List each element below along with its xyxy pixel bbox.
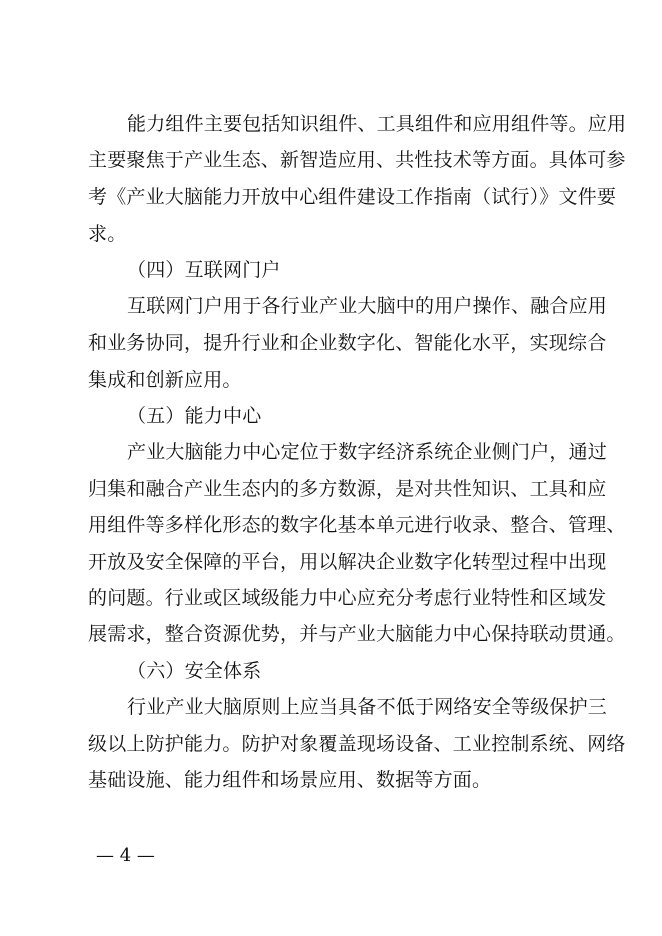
body-text-line: 集成和创新应用。 [88, 369, 242, 391]
section-heading: （五）能力中心 [127, 405, 262, 427]
body-text-line: 级以上防护能力。防护对象覆盖现场设备、工业控制系统、网络 [88, 733, 626, 755]
body-text-line: 主要聚焦于产业生态、新智造应用、共性技术等方面。具体可参 [88, 149, 626, 171]
body-text-line: 能力组件主要包括知识组件、工具组件和应用组件等。应用 [127, 113, 627, 135]
body-text-line: 归集和融合产业生态内的多方数源，是对共性知识、工具和应 [88, 478, 607, 500]
body-text-line: 考《产业大脑能力开放中心组件建设工作指南（试行）》文件要 [88, 186, 617, 208]
body-text-line: 用组件等多样化形态的数字化基本单元进行收录、整合、管理、 [88, 514, 626, 536]
body-text-line: 互联网门户用于各行业产业大脑中的用户操作、融合应用 [127, 295, 608, 317]
body-text-line: 求。 [88, 223, 127, 245]
body-text-line: 和业务协同，提升行业和企业数字化、智能化水平，实现综合 [88, 332, 607, 354]
body-text-line: 行业产业大脑原则上应当具备不低于网络安全等级保护三 [127, 696, 608, 718]
body-text-line: 基础设施、能力组件和场景应用、数据等方面。 [88, 769, 492, 791]
section-heading: （四）互联网门户 [127, 259, 281, 281]
body-text-line: 展需求，整合资源优势，并与产业大脑能力中心保持联动贯通。 [88, 623, 626, 645]
body-text-line: 的问题。行业或区域级能力中心应充分考虑行业特性和区域发 [88, 587, 607, 609]
section-heading: （六）安全体系 [127, 660, 262, 682]
body-text-line: 开放及安全保障的平台，用以解决企业数字化转型过程中出现 [88, 551, 607, 573]
body-text-line: 产业大脑能力中心定位于数字经济系统企业侧门户，通过 [127, 441, 608, 463]
page-number: — 4 — [96, 845, 155, 866]
